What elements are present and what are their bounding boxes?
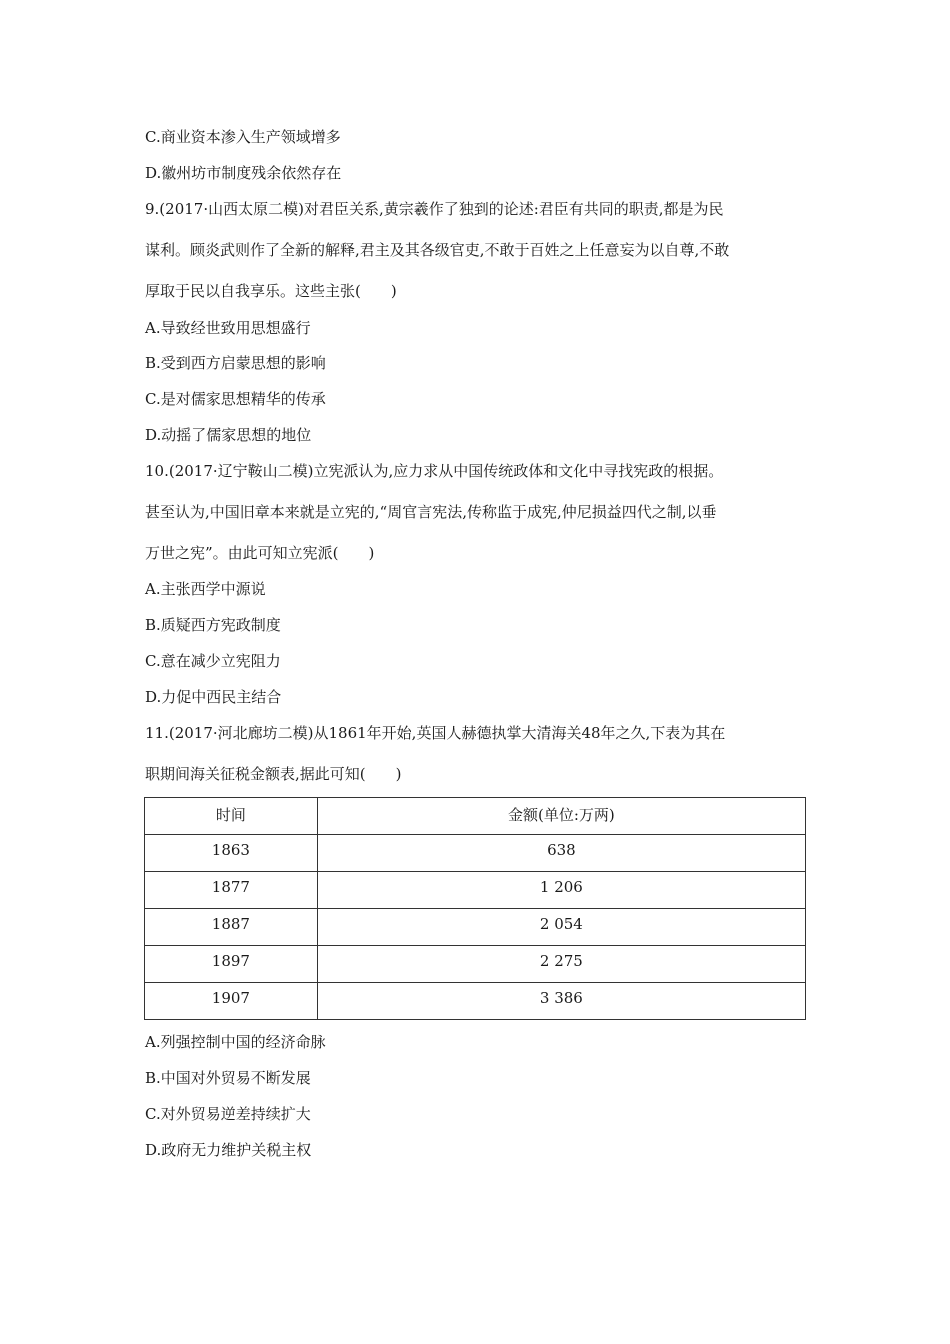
customs-tax-table (144, 797, 806, 1020)
question-11-line-2: 职期间海关征税金额表,据此可知( ) (145, 765, 402, 783)
table-cell-year: 1863 (145, 835, 318, 872)
question-9-line-2: 谋利。顾炎武则作了全新的解释,君主及其各级官吏,不敢于百姓之上任意妄为以自尊,不敢 (145, 241, 730, 259)
option-d-q10: D.力促中西民主结合 (145, 688, 282, 706)
table-row (145, 909, 806, 946)
option-c-q10: C.意在减少立宪阻力 (145, 652, 281, 670)
table-row (145, 872, 806, 909)
option-c-q11: C.对外贸易逆差持续扩大 (145, 1105, 311, 1123)
question-10-line-2: 甚至认为,中国旧章本来就是立宪的,“周官言宪法,传称监于成宪,仲尼损益四代之制,以垂 (145, 503, 717, 521)
option-b-q11: B.中国对外贸易不断发展 (145, 1069, 311, 1087)
option-b-q10: B.质疑西方宪政制度 (145, 616, 281, 634)
option-a-q11: A.列强控制中国的经济命脉 (145, 1033, 326, 1051)
table-header-time: 时间 (145, 798, 318, 835)
table-row (145, 946, 806, 983)
table-header-row (145, 798, 806, 835)
option-c-q9: C.是对儒家思想精华的传承 (145, 390, 326, 408)
table-cell-amount: 638 (317, 835, 805, 872)
question-9-line-3: 厚取于民以自我享乐。这些主张( ) (145, 282, 397, 300)
table-cell-amount: 3 386 (317, 983, 805, 1020)
table-row (145, 983, 806, 1020)
question-11-line-1: 11.(2017·河北廊坊二模)从1861年开始,英国人赫德执掌大清海关48年之久,下表为其在 (145, 724, 726, 742)
table-cell-year: 1877 (145, 872, 318, 909)
table-row (145, 835, 806, 872)
table-header-amount: 金额(单位:万两) (317, 798, 805, 835)
option-d-q8: D.徽州坊市制度残余依然存在 (145, 164, 342, 182)
option-b-q9: B.受到西方启蒙思想的影响 (145, 354, 326, 372)
option-d-q9: D.动摇了儒家思想的地位 (145, 426, 312, 444)
option-a-q9: A.导致经世致用思想盛行 (145, 319, 311, 337)
table-cell-amount: 1 206 (317, 872, 805, 909)
table-cell-year: 1907 (145, 983, 318, 1020)
question-10-line-3: 万世之宪”。由此可知立宪派( ) (145, 544, 375, 562)
option-d-q11: D.政府无力维护关税主权 (145, 1141, 312, 1159)
question-9-line-1: 9.(2017·山西太原二模)对君臣关系,黄宗羲作了独到的论述:君臣有共同的职责,都是为民 (145, 200, 724, 218)
table-cell-year: 1887 (145, 909, 318, 946)
table-cell-amount: 2 275 (317, 946, 805, 983)
option-a-q10: A.主张西学中源说 (145, 580, 266, 598)
table-cell-year: 1897 (145, 946, 318, 983)
option-c-q8: C.商业资本渗入生产领域增多 (145, 128, 341, 146)
table-cell-amount: 2 054 (317, 909, 805, 946)
question-10-line-1: 10.(2017·辽宁鞍山二模)立宪派认为,应力求从中国传统政体和文化中寻找宪政的根据。 (145, 462, 724, 480)
